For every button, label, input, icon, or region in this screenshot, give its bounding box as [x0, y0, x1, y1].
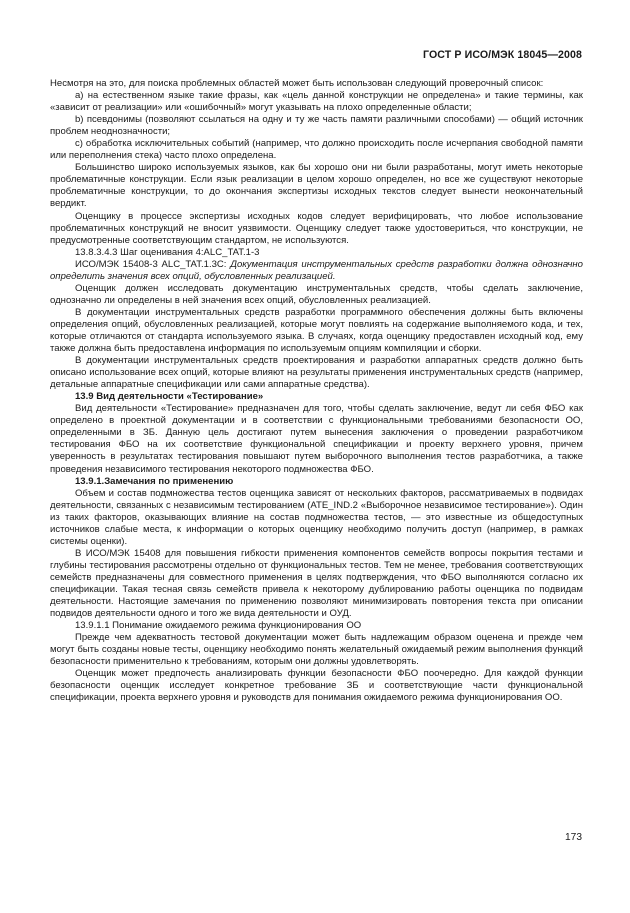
list-item: с) обработка исключительных событий (например, что должно происходить после исчерпания свободной памяти или переполнения стека) часто плохо определена.: [50, 138, 583, 162]
document-body: [50, 78, 583, 704]
requirement-paragraph: [50, 259, 583, 283]
paragraph: Большинство широко используемых языков, как бы хорошо они ни были разработаны, могут иметь некоторые проблематичные конструкции. Если язык реализации в целом хорошо определен, но все же существуют некоторые проблематичные конструкции, то до окончания экспертизы исходных текстов следует вынести неокончательный вердикт.: [50, 162, 583, 210]
paragraph: Вид деятельности «Тестирование» предназначен для того, чтобы сделать заключение, ведут ли себя ФБО как определено в проектной документации и в соответствии с функциональными требованиями безопасности ОО, определенными в ЗБ. Данную цель достигают путем вынесения заключения о проведении разработчиком тестирования ФБО на их соответствие функциональной спецификации и проекту верхнего уровня, причем уверенность в результатах тестирования повышают путем выборочного выполнения тестов разработчика, а также проведения независимого тестирования некоторого подмножества ФБО.: [50, 403, 583, 475]
list-item: b) псевдонимы (позволяют ссылаться на одну и ту же часть памяти различными способами) — общий источник проблем неоднозначности;: [50, 114, 583, 138]
subsection-heading: 13.8.3.4.3 Шаг оценивания 4:ALC_TAT.1-3: [75, 246, 260, 258]
list-item: а) на естественном языке такие фразы, как «цель данной конструкции не определена» и такие термины, как «зависит от реализации» или «ошибочный» могут указывать на плохо определенные области;: [50, 90, 583, 114]
paragraph: Оценщик должен исследовать документацию инструментальных средств, чтобы сделать заключение, однозначно ли определены в ней значения всех опций, обусловленных реализацией.: [50, 282, 583, 306]
section-heading: 13.9.1.Замечания по применению: [75, 475, 234, 487]
paragraph: В ИСО/МЭК 15408 для повышения гибкости применения компонентов семейств вопросы покрытия тестами и глубины тестирования рассмотрены отдельно от функциональных тестов. Тем не менее, требования соответствующих семейств предназначены для совместного применения в целях подтверждения, что ФБО выполняются согласно их спецификации. Такая тесная связь семейств привела к некоторому дублированию работы оценщика по подвидам деятельности. Настоящие замечания по применению позволяют минимизировать повторения текста при описании подвидов деятельности одного и того же вида деятельности и ОУД.: [50, 547, 583, 620]
subsection-heading: 13.9.1.1 Понимание ожидаемого режима функционирования ОО: [75, 620, 362, 632]
paragraph: Оценщику в процессе экспертизы исходных кодов следует верифицировать, что любое использование проблематичных конструкций не вносит уязвимости. Оценщику следует также удостовериться, что конструкции, не предусмотренные соответствующим стандартом, не используются.: [50, 210, 583, 246]
page-number: 173: [565, 832, 582, 843]
paragraph: Прежде чем адекватность тестовой документации может быть надлежащим образом оценена и прежде чем могут быть созданы новые тесты, оценщику необходимо понять желательный ожидаемый режим выполнения функций безопасности применительно к требованиям, которым они должны удовлетворять.: [50, 632, 583, 668]
standard-header: ГОСТ Р ИСО/МЭК 18045—2008: [423, 49, 582, 61]
paragraph: Оценщик может предпочесть анализировать функции безопасности ФБО поочередно. Для каждой функции безопасности оценщик исследует конкретное требование ЗБ и соответствующие части функциональной спецификации, проекта верхнего уровня и руководств для понимания ожидаемого режима функционирования ОО.: [50, 668, 583, 704]
paragraph: В документации инструментальных средств проектирования и разработки аппаратных средств должно быть описано использование всех опций, которые влияют на результаты применения инструментальных средств (например, детальные аппаратные спецификации или сами аппаратные средства).: [50, 355, 583, 391]
paragraph: Объем и состав подмножества тестов оценщика зависят от нескольких факторов, рассматриваемых в подвидах деятельности, связанных с независимым тестированием (ATE_IND.2 «Выборочное независимое тестирование»). Один из таких факторов, оказывающих влияние на состав подмножества тестов, — это известные из общедоступных источников слабые места, к информации о которых оценщику необходимо получить доступ (например, в рамках системы оценки).: [50, 487, 583, 547]
requirement-text: Документация инструментальных средств разработки должна однозначно определить значения всех опций, обусловленных реализацией.: [50, 258, 583, 282]
paragraph: В документации инструментальных средств разработки программного обеспечения должны быть включены определения опций, обусловленных реализацией, которые могут повлиять на содержание выполняемого кода, и тех, которые отличаются от стандарта используемого языка. В случаях, когда оценщику предоставлен исходный код, ему также должна быть предоставлена информация по используемым опциям компиляции и сборки.: [50, 306, 583, 355]
requirement-ref: ИСО/МЭК 15408-3 ALC_TAT.1.3C:: [75, 258, 231, 270]
paragraph: Несмотря на это, для поиска проблемных областей может быть использован следующий проверочный список:: [50, 78, 544, 89]
section-heading: 13.9 Вид деятельности «Тестирование»: [75, 391, 264, 403]
